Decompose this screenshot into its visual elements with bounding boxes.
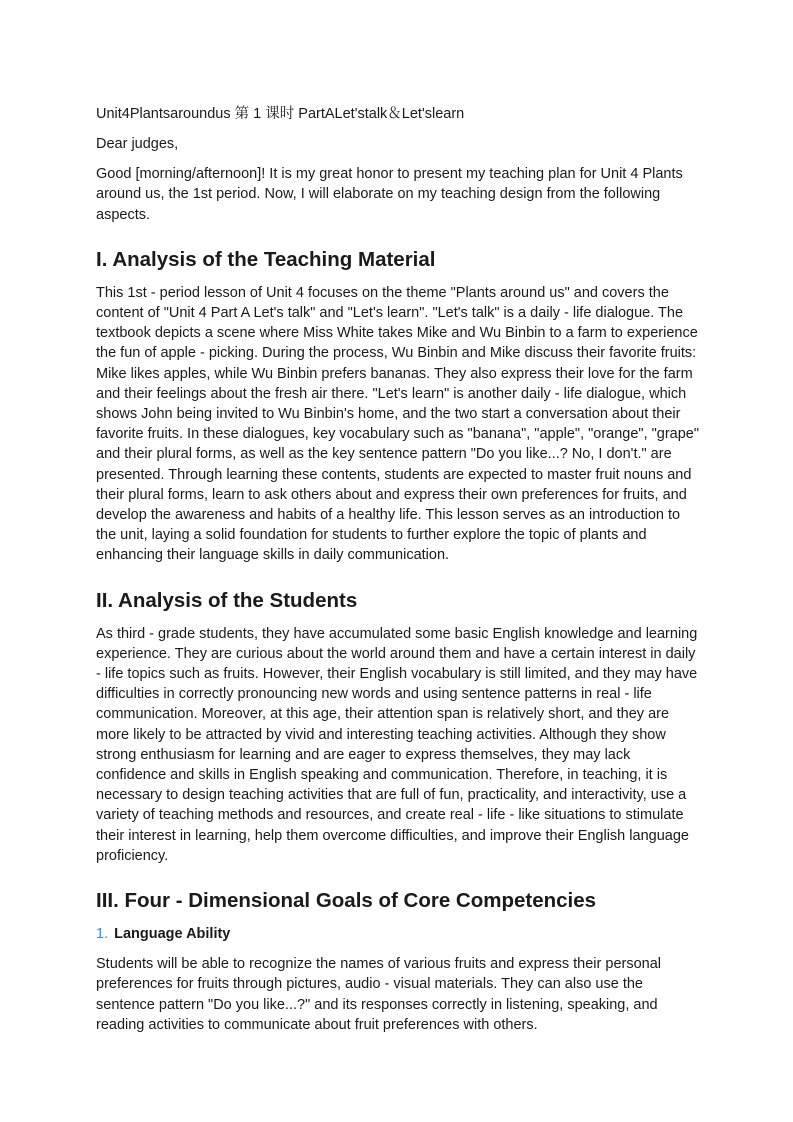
document-title: Unit4Plantsaroundus 第 1 课时 PartALet'stalk＆Let'slearn [96,106,465,122]
students-paragraph: As third - grade students, they have accumulated some basic English knowledge and learning experience. They are curious about the world around them and have a certain interest in daily - life topics such as fruits. However, their English vocabulary is still limited, and they may have difficulties in correctly pronouncing new words and using sentence patterns in real - life communication. Moreover, at this age, their attention span is relatively short, and they are more likely to be attracted by vivid and interesting teaching activities. Although they show strong enthusiasm for learning and are eager to express themselves, they may lack confidence and skills in English speaking and communication. Therefore, in teaching, it is necessary to design teaching activities that are full of fun, practicality, and interactivity, use a variety of teaching methods and resources, and create real - life - like situations to stimulate their interest in learning, help them overcome difficulties, and improve their English language proficiency. [96,625,698,864]
greeting: Dear judges, [96,136,179,152]
language-ability-paragraph: Students will be able to recognize the names of various fruits and express their personal preferences for fruits through pictures, audio - visual materials. They can also use the sentence pattern "Do you like...?" and its responses correctly in listening, speaking, and reading activities to communicate about fruit preferences with others. [96,956,662,1033]
section-heading-students: II. Analysis of the Students [96,588,358,612]
section-heading-teaching-material: I. Analysis of the Teaching Material [96,247,436,271]
goal-title: Language Ability [114,926,231,943]
goal-list-item [96,924,700,944]
goal-number: 1. [96,926,109,943]
teaching-material-paragraph: This 1st - period lesson of Unit 4 focuses on the theme "Plants around us" and covers the content of "Unit 4 Part A Let's talk" and "Let's learn". "Let's talk" is a daily - life dialogue. The textbook depicts a scene where Miss White takes Mike and Wu Binbin to a farm to experience the fun of apple - picking. During the process, Wu Binbin and Mike discuss their favorite fruits: Mike likes apples, while Wu Binbin prefers bananas. They also express their love for the farm and their feelings about the fresh air there. "Let's learn" is another daily - life dialogue, which shows John being invited to Wu Binbin's home, and the two start a conversation about their favorite fruits. In these dialogues, key vocabulary such as "banana", "apple", "orange", "grape" and their plural forms, as well as the key sentence pattern "Do you like...? No, I don't." are presented. Through learning these contents, students are expected to master fruit nouns and their plural forms, learn to ask others about and express their own preferences for fruits, and develop the awareness and habits of a healthy life. This lesson serves as an introduction to the unit, laying a solid foundation for students to further explore the topic of plants and enhancing their language skills in daily communication. [96,284,700,564]
intro-paragraph: Good [morning/afternoon]! It is my great honor to present my teaching plan for Unit 4 Plants around us, the 1st period. Now, I will elaborate on my teaching design from the following aspects. [96,166,683,223]
section-heading-core-competencies: III. Four - Dimensional Goals of Core Competencies [96,889,597,913]
document-page [96,104,700,1045]
